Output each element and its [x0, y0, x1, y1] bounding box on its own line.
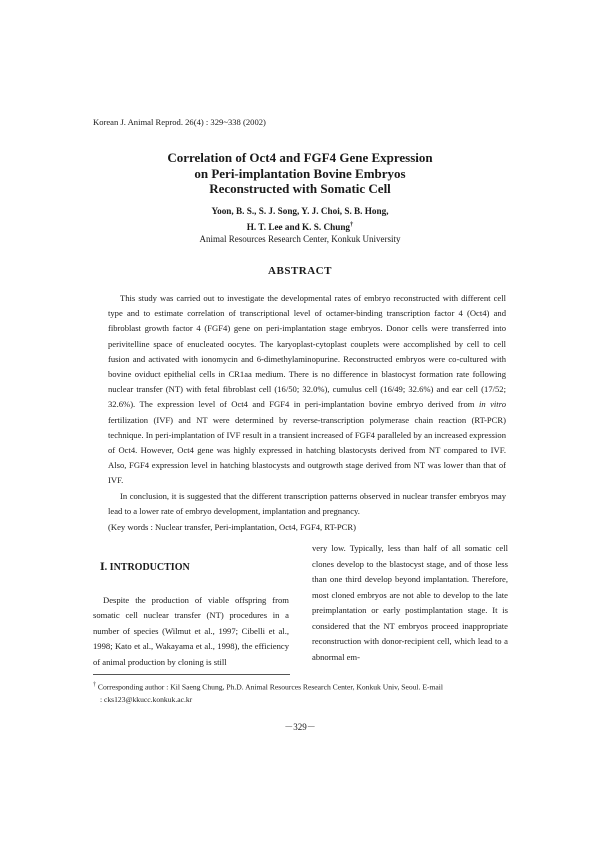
footnote [93, 679, 508, 706]
abstract-p1-italic: in vitro [478, 399, 506, 410]
authors-line-2 [0, 218, 600, 234]
paper-title [0, 150, 600, 197]
intro-right-column [312, 541, 508, 665]
authors-line-1: Yoon, B. S., S. J. Song, Y. J. Choi, S. B. Hong, [211, 206, 389, 216]
footnote-divider [93, 674, 290, 675]
footnote-line-1-text: Corresponding author : Kil Saeng Chung, Ph.D. Animal Resources Research Center, Konkuk Univ, Seoul. E-mail [97, 682, 443, 692]
abstract-body [108, 291, 506, 535]
introduction-heading: Ⅰ. INTRODUCTION [100, 562, 190, 573]
authors-line-2-text: H. T. Lee and K. S. Chung [246, 222, 351, 233]
abstract-p1-part-a: This study was carried out to investigate the developmental rates of embryo reconstructed with different cell type and to estimate correlation of transcriptional level of octamer-binding transcription factor 4 (Oct4) and fibroblast growth factor 4 (FGF4) gene on peri-implantation stage embryos. Donor cells were transferred into perivitelline space of enucleated oocytes. The karyoplast-cytoplast couplets were accomplished by cell to cell fusion and activated with ionomycin and 6-dimethylaminopurine. Reconstructed embryos were co-cultured with bovine oviduct epithelial cells in CR1aa medium. There is no difference in blastocyst formation rate following nuclear transfer (NT) with fetal fibroblast cell (16/50; 32.0%), cumulus cell (16/49; 32.6%) and ear cell (17/52; 32.6%). The expression level of Oct4 and FGF4 in peri-implantation bovine embryo derived from [108, 293, 506, 410]
abstract-paragraph-1 [108, 291, 506, 489]
title-line-1: Correlation of Oct4 and FGF4 Gene Expression [167, 150, 433, 165]
page-number: －329－ [284, 722, 316, 732]
title-line-3: Reconstructed with Somatic Cell [209, 181, 391, 196]
author-list [0, 205, 600, 234]
title-line-2: on Peri-implantation Bovine Embryos [194, 165, 406, 181]
journal-reference: Korean J. Animal Reprod. 26(4) : 329~338 (2002) [93, 117, 266, 127]
footnote-line-1 [93, 679, 508, 694]
keywords: (Key words : Nuclear transfer, Peri-implantation, Oct4, FGF4, RT-PCR) [108, 522, 357, 533]
footnote-line-2: : cks123@kkucc.konkuk.ac.kr [100, 694, 193, 704]
intro-left-column [93, 560, 289, 670]
abstract-paragraph-2: In conclusion, it is suggested that the different transcription patterns observed in nuclear transfer embryos may lead to a lower rate of embryo development, implantation and pregnancy. [108, 490, 506, 516]
abstract-heading: ABSTRACT [268, 265, 332, 277]
affiliation: Animal Resources Research Center, Konkuk University [199, 234, 401, 244]
intro-right-text: very low. Typically, less than half of all somatic cell clones develop to the blastocyst stage, and of those less than one third develop beyond implantation. Therefore, most cloned embryos are not able to develop to the late preimplantation or early postimplantation stage. It is considered that the NT embryos proceed inappropriate reconstruction with donor-recipient cell, which lead to a abnormal em- [312, 543, 508, 662]
footnote-dagger: † [93, 682, 96, 688]
corresponding-dagger: † [350, 221, 354, 228]
abstract-p1-part-b: fertilization (IVF) and NT were determined by reverse-transcription polymerase chain reaction (RT-PCR) technique. In peri-implantation of IVF result in a transient increased of FGF4 paralleled by an increased expression of Oct4. However, Oct4 gene was highly expressed in hatching blastocysts derived from NT compared to IVF. Also, FGF4 expression level in hatching blastocysts and outgrowth stage derived from NT was lower than that of IVF. [108, 414, 506, 486]
intro-left-text: Despite the production of viable offspring from somatic cell nuclear transfer (NT) procedures in a number of species (Wilmut et al., 1997; Cibelli et al., 1998; Kato et al., Wakayama et al., 1998), the efficiency of animal production by cloning is still [93, 594, 289, 667]
